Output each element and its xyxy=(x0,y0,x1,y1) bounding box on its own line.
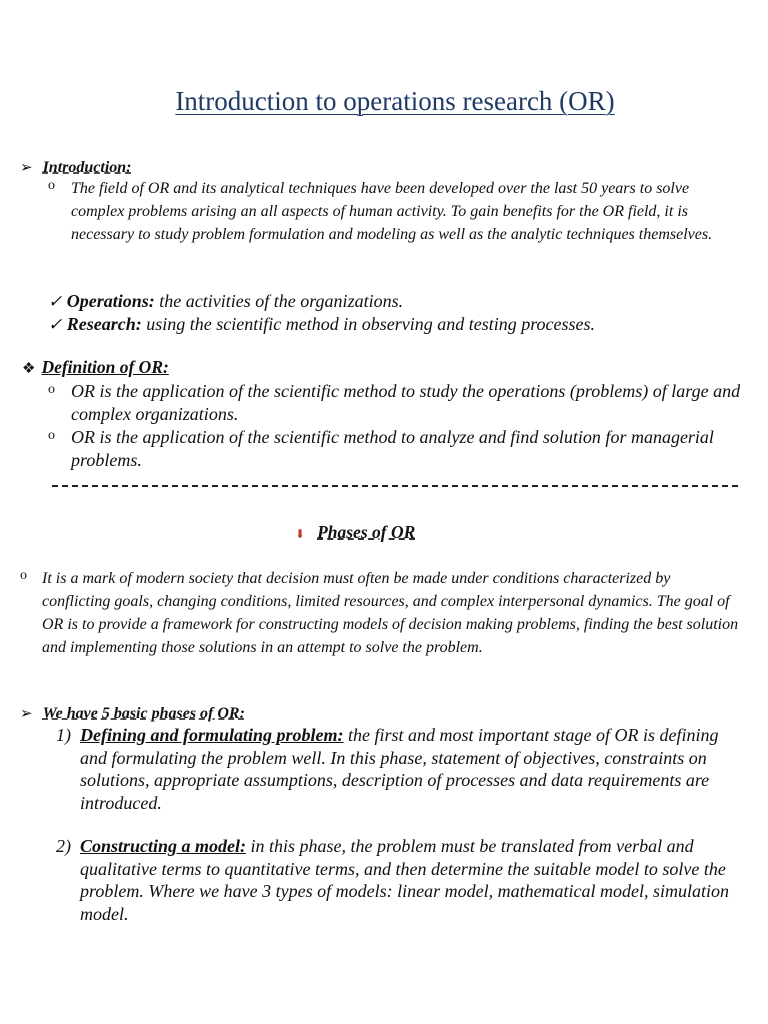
arrow-right-icon: ➢ xyxy=(20,706,33,722)
checkmark-icon: ✓ xyxy=(48,315,63,334)
phase-term: Defining and formulating problem: xyxy=(80,725,344,745)
hollow-circle-icon: o xyxy=(48,382,55,397)
intro-section xyxy=(20,158,132,177)
intro-paragraph: The field of OR and its analytical techniques have been developed over the last 50 years to solve complex problems arising an all aspects of human activity. To gain benefits for the OR field, it is necessary to study problem formulation and modeling as well as the analytic techniques themselves. xyxy=(71,180,713,243)
page-title: Introduction to operations research (OR) xyxy=(175,86,615,116)
check-term: Research: xyxy=(66,314,142,334)
four-diamond-icon: ❖ xyxy=(22,361,36,377)
checkmark-icon: ✓ xyxy=(48,292,63,311)
check-text: the activities of the organizations. xyxy=(154,291,404,311)
arrow-right-icon: ➢ xyxy=(20,160,33,176)
phase-term: Constructing a model: xyxy=(80,836,247,856)
definition-item: OR is the application of the scientific method to study the operations (problems) of large and complex organizations. xyxy=(71,381,741,424)
phase-item-1 xyxy=(80,724,745,814)
hollow-circle-icon: o xyxy=(48,178,55,193)
intro-heading: Introduction: xyxy=(42,159,132,176)
phases-subheading-row xyxy=(20,704,245,723)
section-divider xyxy=(52,485,738,487)
check-item-research xyxy=(48,313,748,337)
check-text: using the scientific method in observing and testing processes. xyxy=(141,314,596,334)
check-item-operations xyxy=(48,290,748,314)
definition-section xyxy=(22,357,169,378)
phase-item-2 xyxy=(80,835,745,925)
hollow-circle-icon: o xyxy=(20,568,27,583)
phases-intro-paragraph: It is a mark of modern society that decision must often be made under conditions characterized by conflicting goals, changing conditions, limited resources, and complex interpersonal dynamics. The goal of OR is to provide a framework for constructing models of decision making problems, finding the best solution and implementing those solutions in an attempt to solve the problem. xyxy=(42,570,739,656)
definition-item: OR is the application of the scientific method to analyze and find solution for managerial problems. xyxy=(71,427,714,470)
check-term: Operations: xyxy=(66,291,155,311)
hollow-circle-icon: o xyxy=(48,428,55,443)
phases-heading: Phases of OR xyxy=(317,522,416,542)
phase-number: 1) xyxy=(56,725,71,745)
down-arrow-icon: ⬇ xyxy=(295,527,306,541)
definition-heading: Definition of OR: xyxy=(41,357,169,377)
phase-text: in this phase, the problem must be translated from verbal and qualitative terms to quantitative terms, and then determine the suitable model to solve the problem. Where we have 3 types of models: linear model, mathematical model, simulation model. xyxy=(80,836,730,924)
phases-subheading: We have 5 basic phases of OR: xyxy=(42,705,245,722)
phases-heading-row xyxy=(295,522,415,543)
phase-text: the first and most important stage of OR is defining and formulating the problem well. In this phase, statement of objectives, constraints on solutions, appropriate assumptions, description of processes and data requirements are introduced. xyxy=(80,725,719,813)
phase-number: 2) xyxy=(56,836,71,856)
